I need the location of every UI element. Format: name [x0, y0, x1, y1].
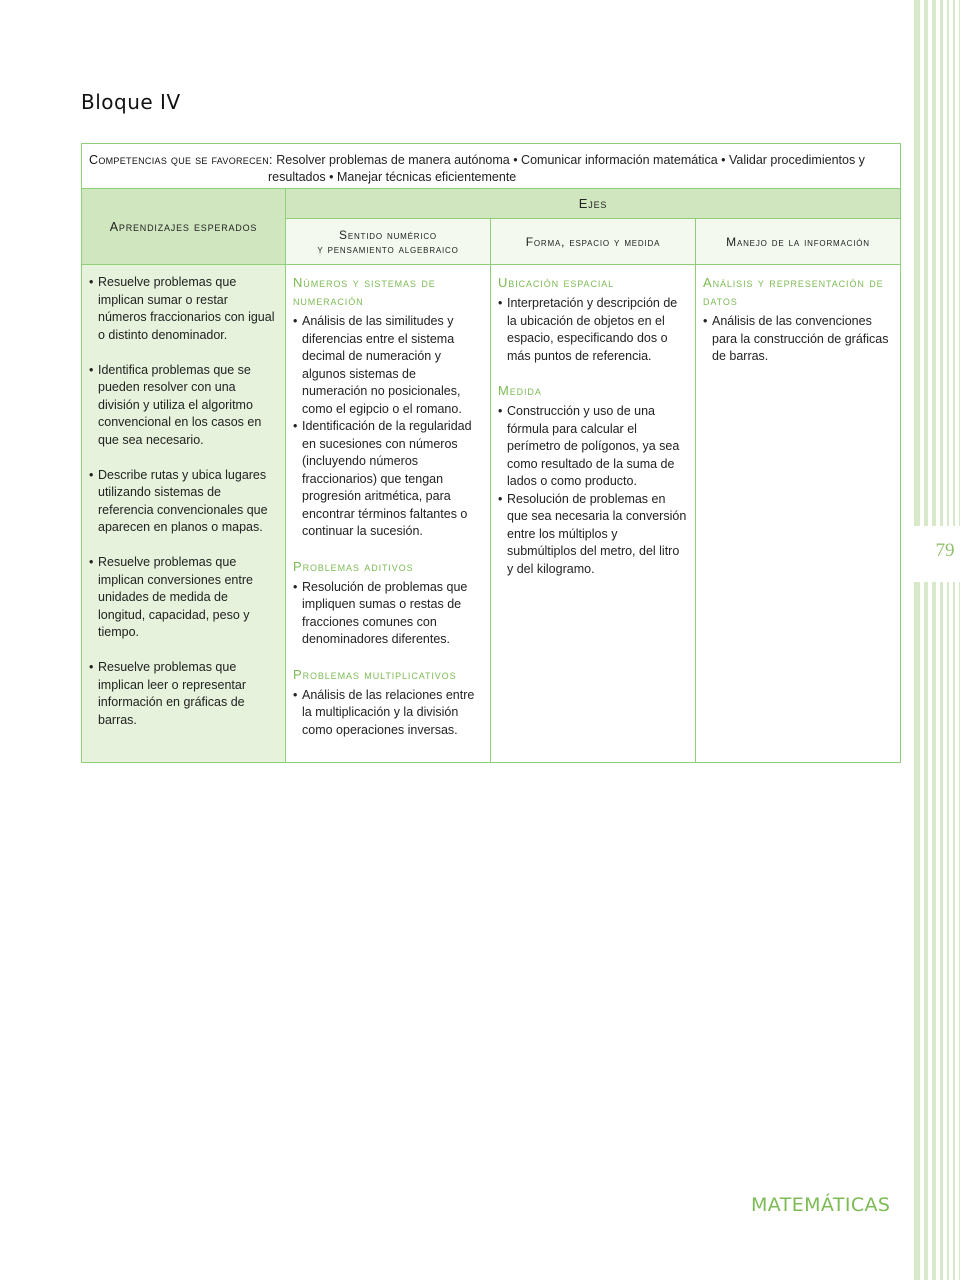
- list-item: • Resolución de problemas que impliquen sumas o restas de fracciones comunes con denominadores diferentes.: [293, 579, 483, 649]
- block-title: Bloque IV: [81, 90, 181, 114]
- axis-header-line: Sentido numérico: [339, 227, 437, 242]
- section-title: Números y sistemas de numeración: [293, 275, 436, 308]
- axis-header-line: y pensamiento algebraico: [317, 241, 459, 256]
- curriculum-table: [81, 143, 901, 763]
- section-title: Problemas multiplicativos: [293, 666, 457, 682]
- list-item: • Resuelve problemas que implican sumar o restar números fraccionarios con igual o distinto denominador.: [89, 274, 278, 344]
- page-number: 79: [935, 540, 955, 561]
- competencias-row: [82, 144, 900, 189]
- sentido-column: [286, 265, 491, 762]
- section-title: Análisis y representación de datos: [703, 275, 884, 308]
- aprendizajes-header: Aprendizajes esperados: [82, 189, 286, 265]
- ejes-header: Ejes: [286, 189, 900, 219]
- list-item: • Describe rutas y ubica lugares utilizando sistemas de referencia convencionales que aparecen en planos o mapas.: [89, 467, 278, 537]
- axis-header-sentido: [286, 219, 491, 265]
- list-item: • Resuelve problemas que implican conversiones entre unidades de medida de longitud, capacidad, peso y tiempo.: [89, 554, 278, 642]
- forma-column: [491, 265, 696, 762]
- axis-header-line: Forma, espacio y medida: [525, 234, 661, 249]
- list-item: • Identificación de la regularidad en sucesiones con números (incluyendo números fraccionarios) que tengan progresión aritmética, para encontrar términos faltantes o continuar la sucesión.: [293, 418, 483, 541]
- aprendizajes-column: [82, 265, 286, 762]
- list-item: • Resolución de problemas en que sea necesaria la conversión entre los múltiplos y submúltiplos del metro, del litro y del kilogramo.: [498, 491, 688, 579]
- list-item: • Interpretación y descripción de la ubicación de objetos en el espacio, especificando dos o más puntos de referencia.: [498, 295, 688, 365]
- list-item: • Análisis de las convenciones para la construcción de gráficas de barras.: [703, 313, 893, 366]
- subject-footer: MATEMÁTICAS: [751, 1194, 891, 1216]
- section-title: Ubicación espacial: [498, 275, 615, 290]
- competencias-text-line2: resultados • Manejar técnicas eficientemente: [268, 170, 517, 184]
- list-item: • Construcción y uso de una fórmula para calcular el perímetro de polígonos, ya sea como resultado de la suma de lados o como producto.: [498, 403, 688, 491]
- list-item: • Análisis de las similitudes y diferencias entre el sistema decimal de numeración y algunos sistemas de numeración no posicionales, como el egipcio o el romano.: [293, 313, 483, 418]
- axis-header-forma: [491, 219, 696, 265]
- competencias-text-line1: Resolver problemas de manera autónoma • Comunicar información matemática • Validar procedimientos y: [276, 153, 865, 167]
- decorative-stripes: [914, 0, 972, 1280]
- manejo-column: [696, 265, 900, 762]
- competencias-label: Competencias que se favorecen:: [89, 153, 273, 167]
- list-item: • Identifica problemas que se pueden resolver con una división y utiliza el algoritmo convencional en los casos en que sea necesario.: [89, 362, 278, 450]
- axis-header-line: Manejo de la información: [726, 234, 870, 249]
- list-item: • Análisis de las relaciones entre la multiplicación y la división como operaciones inversas.: [293, 687, 483, 740]
- list-item: • Resuelve problemas que implican leer o representar información en gráficas de barras.: [89, 659, 278, 729]
- section-title: Problemas aditivos: [293, 558, 414, 574]
- axis-header-manejo: [696, 219, 900, 265]
- section-title: Medida: [498, 383, 542, 398]
